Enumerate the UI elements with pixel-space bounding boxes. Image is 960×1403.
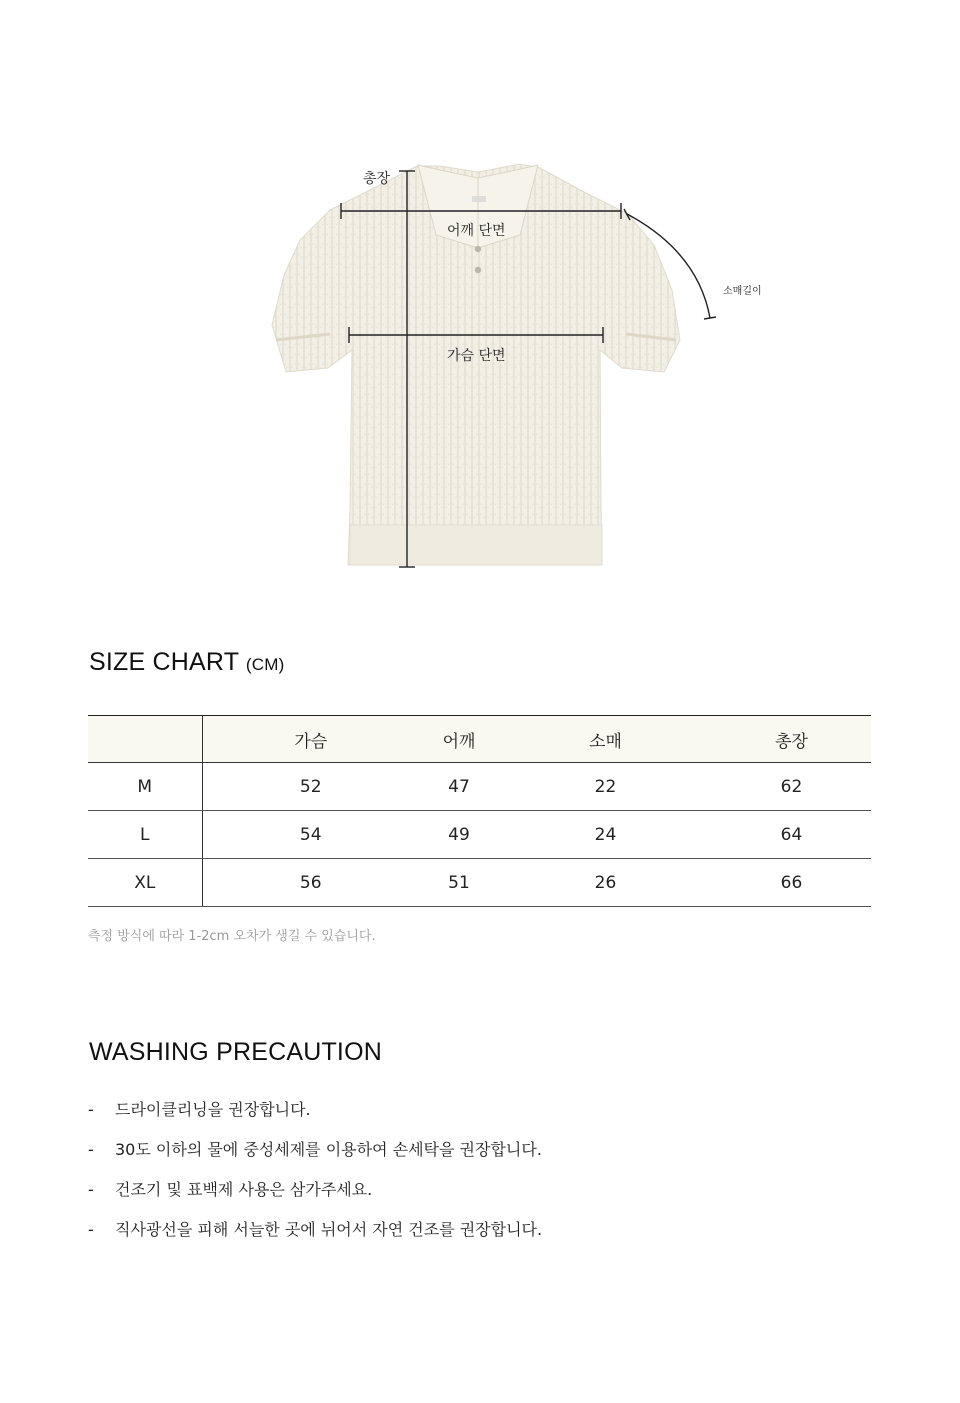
size-cell: M: [88, 763, 202, 811]
list-dash: -: [88, 1180, 94, 1199]
washing-list: [88, 1094, 542, 1254]
list-dash: -: [88, 1220, 94, 1239]
length-cell: 64: [712, 811, 871, 859]
washing-title: WASHING PRECAUTION: [89, 1038, 382, 1066]
header-cell-size: [88, 716, 202, 763]
list-dash: -: [88, 1140, 94, 1159]
header-cell-sleeve: 소매: [499, 716, 712, 763]
table-row: [88, 763, 871, 811]
size-table: [88, 715, 871, 907]
chest-label: 가슴 단면: [447, 348, 506, 364]
size-chart-title-text: SIZE CHART: [89, 648, 239, 676]
list-item: [88, 1134, 542, 1174]
washing-item-text: 30도 이하의 물에 중성세제를 이용하여 손세탁을 권장합니다.: [115, 1140, 542, 1159]
washing-item-text: 건조기 및 표백제 사용은 삼가주세요.: [115, 1180, 373, 1199]
chest-cell: 56: [202, 859, 419, 907]
table-row: [88, 811, 871, 859]
list-item: [88, 1094, 542, 1134]
size-guide-figure: [0, 0, 960, 600]
size-chart-unit: (CM): [245, 655, 285, 674]
size-cell: L: [88, 811, 202, 859]
length-label: 총장: [363, 171, 391, 187]
table-header-row: [88, 716, 871, 763]
sleeve-cell: 26: [499, 859, 712, 907]
chest-cell: 54: [202, 811, 419, 859]
sleeve-cell: 22: [499, 763, 712, 811]
length-cell: 62: [712, 763, 871, 811]
button: [475, 246, 481, 252]
shoulder-label: 어깨 단면: [447, 223, 506, 239]
table-row: [88, 859, 871, 907]
sleeve-cell: 24: [499, 811, 712, 859]
polo-shirt-illustration: [0, 0, 960, 600]
list-dash: -: [88, 1100, 94, 1119]
size-chart-title: [89, 648, 284, 677]
header-cell-chest: 가슴: [202, 716, 419, 763]
size-cell: XL: [88, 859, 202, 907]
header-cell-shoulder: 어깨: [419, 716, 499, 763]
list-item: [88, 1214, 542, 1254]
button: [475, 267, 481, 273]
length-cell: 66: [712, 859, 871, 907]
list-item: [88, 1174, 542, 1214]
washing-item-text: 드라이클리닝을 권장합니다.: [115, 1100, 311, 1119]
measurement-note: 측정 방식에 따라 1-2cm 오차가 생길 수 있습니다.: [88, 929, 376, 944]
shoulder-cell: 51: [419, 859, 499, 907]
sleeve-label: 소매길이: [723, 286, 762, 297]
washing-item-text: 직사광선을 피해 서늘한 곳에 뉘어서 자연 건조를 권장합니다.: [115, 1220, 543, 1239]
shoulder-cell: 47: [419, 763, 499, 811]
header-cell-length: 총장: [712, 716, 871, 763]
chest-cell: 52: [202, 763, 419, 811]
shoulder-cell: 49: [419, 811, 499, 859]
